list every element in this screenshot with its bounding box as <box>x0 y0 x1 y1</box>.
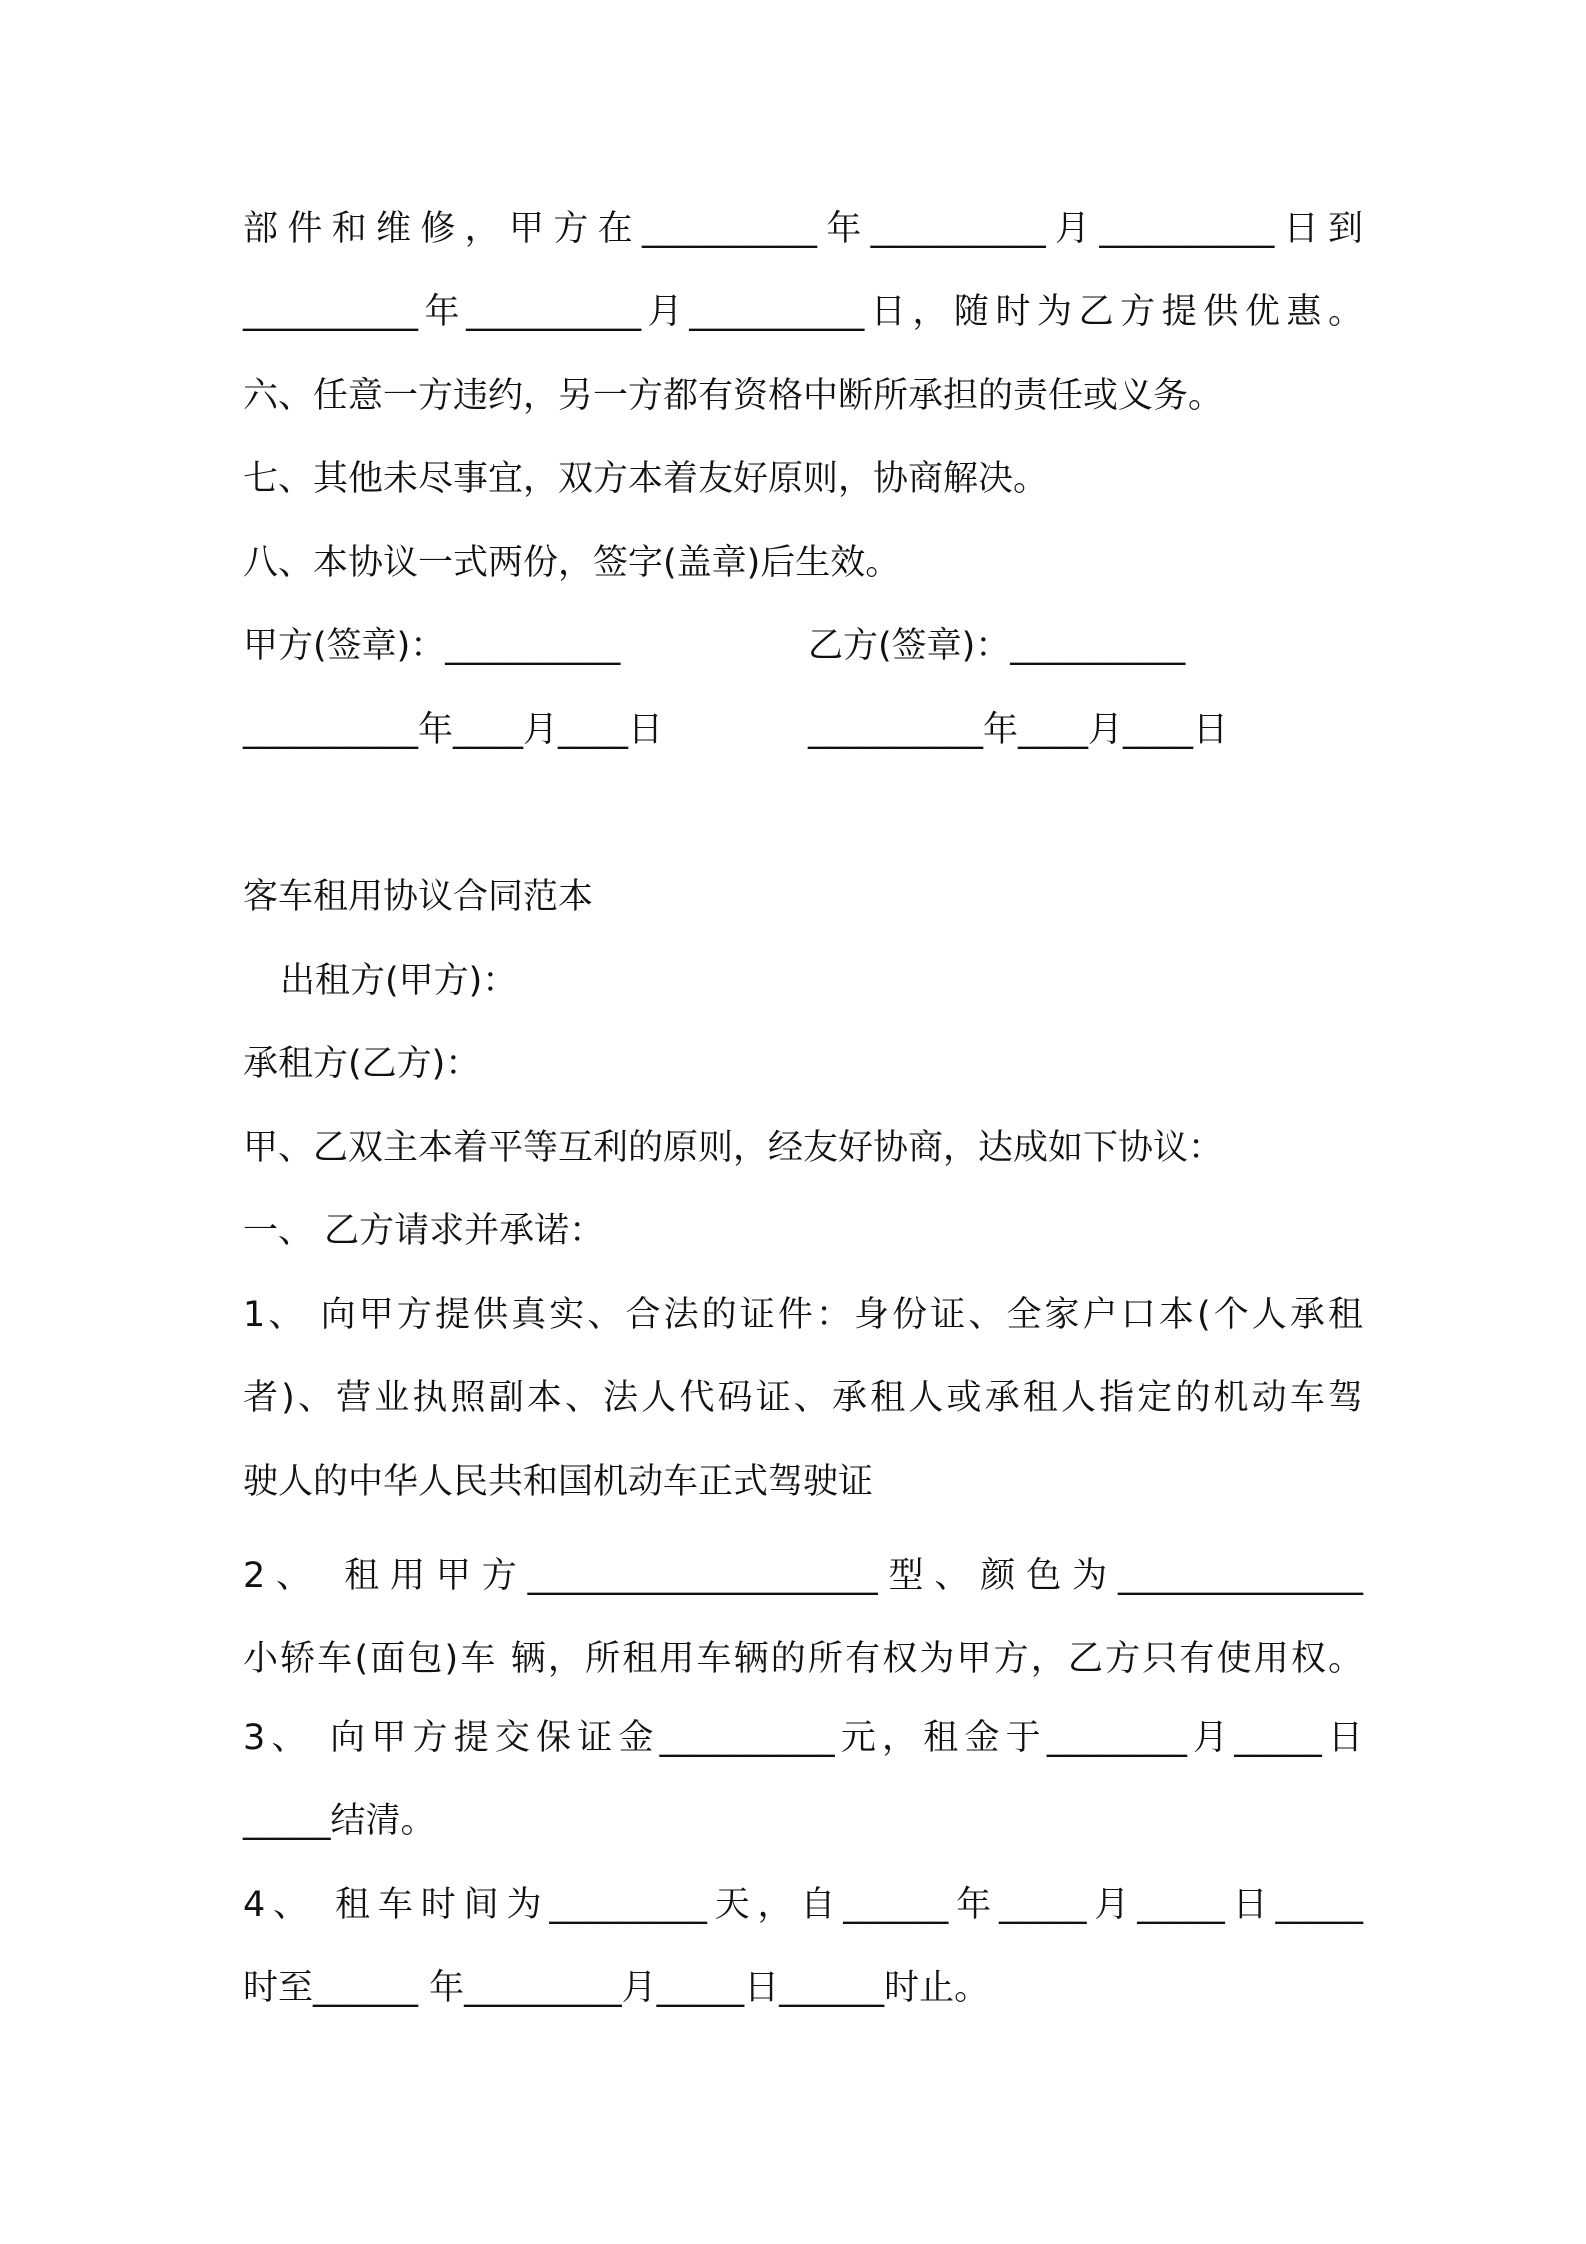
preamble: 甲、乙双主本着平等互利的原则，经友好协商，达成如下协议： <box>243 1128 1224 1168</box>
clause-line: 4、 租车时间为_________天，自______年_____月_____日_____ <box>243 1885 1363 1925</box>
signature-party-a: 甲方(签章)：__________ <box>243 626 621 666</box>
signature-date-b: __________年____月____日 <box>808 710 1229 750</box>
clause-line: 时至______ 年_________月_____日______时止。 <box>243 1968 990 2008</box>
text-line: 七、其他未尽事宜，双方本着友好原则，协商解决。 <box>243 459 1049 499</box>
text-line: 六、任意一方违约，另一方都有资格中断所承担的责任或义务。 <box>243 376 1224 416</box>
clause-line: 3、 向甲方提交保证金__________元，租金于________月_____日 <box>243 1718 1363 1758</box>
section-heading: 一、 乙方请求并承诺： <box>243 1211 605 1251</box>
signature-date-a: __________年____月____日 <box>243 710 664 750</box>
clause-line: 1、 向甲方提供真实、合法的证件：身份证、全家户口本(个人承租 <box>243 1295 1363 1335</box>
text-line: 八、本协议一式两份，签字(盖章)后生效。 <box>243 543 901 583</box>
signature-party-b: 乙方(签章)：__________ <box>808 626 1186 666</box>
text-line: 部件和维修，甲方在__________年__________月__________日到 <box>243 209 1363 249</box>
lessor-line: 出租方(甲方)： <box>280 961 518 1001</box>
clause-line: 驶人的中华人民共和国机动车正式驾驶证 <box>243 1462 874 1502</box>
clause-line: 者)、营业执照副本、法人代码证、承租人或承租人指定的机动车驾 <box>243 1378 1363 1418</box>
lessee-line: 承租方(乙方)： <box>243 1044 481 1084</box>
clause-line: _____结清。 <box>243 1801 436 1841</box>
clause-line: 2、 租用甲方____________________型、颜色为______________ <box>243 1556 1363 1596</box>
text-line: __________年__________月__________日，随时为乙方提供优惠。 <box>243 292 1363 332</box>
contract-title: 客车租用协议合同范本 <box>243 877 594 917</box>
clause-line: 小轿车(面包)车 辆，所租用车辆的所有权为甲方，乙方只有使用权。 <box>243 1639 1363 1679</box>
